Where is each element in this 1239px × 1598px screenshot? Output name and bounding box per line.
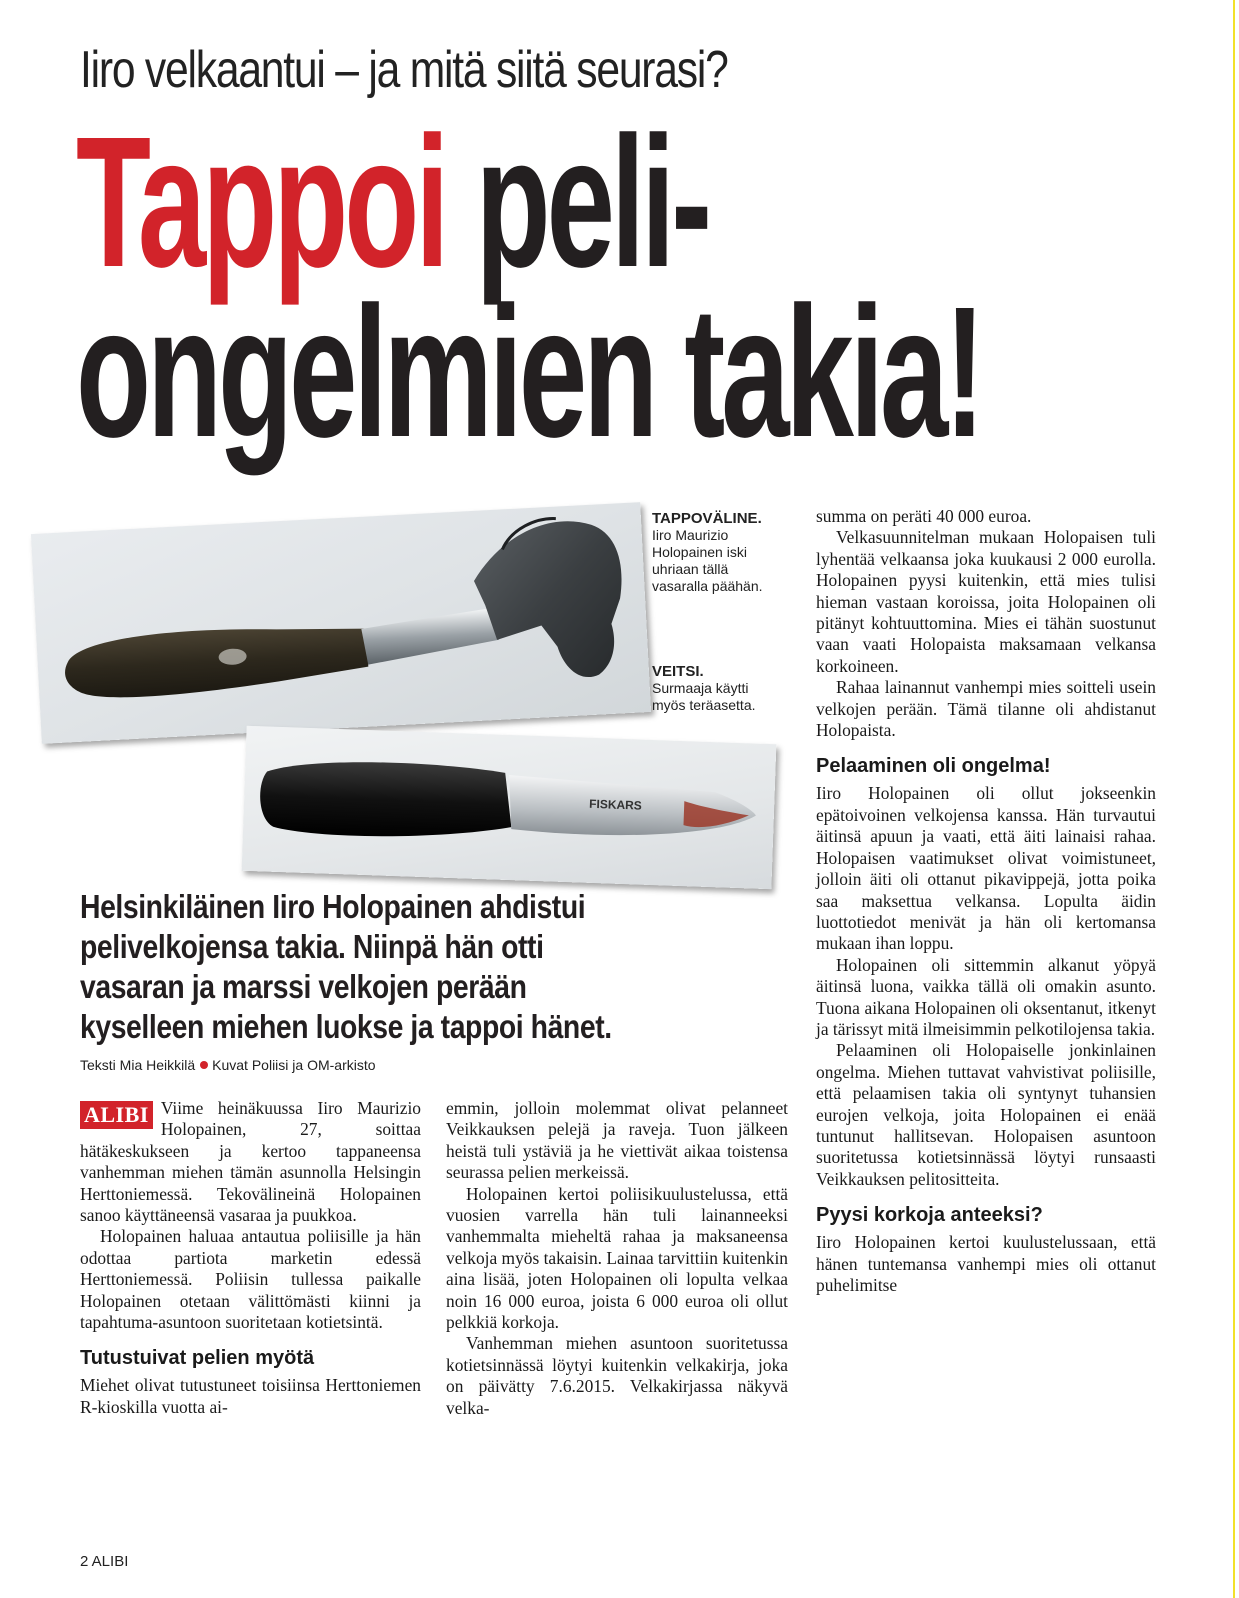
knife-brand: FISKARS [588, 796, 643, 813]
kicker: Iiro velkaantui – ja mitä siitä seurasi? [80, 41, 728, 99]
headline [76, 99, 982, 476]
byline [80, 1057, 376, 1073]
article-column-2 [446, 1098, 788, 1419]
knife-caption-title: VEITSI. [652, 663, 704, 680]
paragraph: Rahaa lainannut vanhempi mies soitteli usein velkojen perään. Tämä tilanne oli ahdistanut Holopaista. [816, 677, 1156, 741]
paragraph: Miehet olivat tutustuneet toisiinsa Herttoniemen R-kioskilla vuotta ai- [80, 1375, 421, 1417]
hammer-caption [652, 510, 797, 595]
paragraph: Velkasuunnitelman mukaan Holopaisen tuli lyhentää velkaansa joka kuukausi 2 000 eurolla. Holopainen pyysi kuitenkin, että mies tulisi hieman vastaan koroissa, joita Holopainen oli pitänyt kohtuuttomina. Mies ei tähän suostunut vaan vaati Holopaista maksamaan velkansa korkoineen. [816, 527, 1156, 676]
hammer-caption-line: Iiro Maurizio [652, 527, 729, 543]
page-edge-marker [1233, 0, 1235, 1598]
paragraph: Iiro Holopainen kertoi kuulustelussaan, että hänen tuntemansa vanhempi mies oli ottanut puhelimitse [816, 1232, 1156, 1295]
paragraph: Vanhemman miehen asuntoon suoritetussa kotietsinnässä löytyi kuitenkin velkakirja, joka on päivätty 7.6.2015. Velkakirjassa näkyvä velka- [446, 1333, 788, 1418]
paragraph: summa on peräti 40 000 euroa. [816, 506, 1032, 526]
knife-caption [652, 663, 797, 714]
lead-line: vasaran ja marssi velkojen perään [80, 968, 527, 1005]
subheading: Pyysi korkoja anteeksi? [816, 1204, 1043, 1227]
hammer-caption-line: uhriaan tällä [652, 561, 729, 577]
paragraph: Holopainen kertoi poliisikuulustelussa, että vuosien varrella hän tuli lainanneeksi vanhemmalta mieheltä rahaa ja maksaneensa velkoja myös takaisin. Lainaa tarvittiin kuitenkin aina lisää, joten Holopainen oli lopulta velkaa noin 16 000 euroa, joista 6 000 euroa oli ollut pelkkiä korkoja. [446, 1183, 788, 1333]
byline-author: Teksti Mia Heikkilä [80, 1057, 196, 1073]
hammer-caption-line: vasaralla päähän. [652, 578, 763, 594]
lead-line: Helsinkiläinen Iiro Holopainen ahdistui [80, 888, 586, 925]
knife-caption-line: myös teräasetta. [652, 697, 756, 713]
subheading: Tutustuivat pelien myötä [80, 1347, 315, 1370]
paragraph: Iiro Holopainen oli ollut jokseenkin epätoivoinen velkojensa kanssa. Hän turvautui äitinsä apuun ja vaati, että äiti lainaisi rahaa. Holopaisen vaatimukset olivat voimistuneet, jolloin äiti oli ottanut pikavippejä, jotta poika saa maksettua velkansa. Lopulta äidin luottotiedot menivät ja hän oli kertomansa mukaan ihan loppu. [816, 783, 1156, 954]
article-column-3 [816, 506, 1156, 1296]
page-footer: 2 ALIBI [80, 1553, 129, 1570]
subheading: Pelaaminen oli ongelma! [816, 755, 1051, 778]
byline-photos: Kuvat Poliisi ja OM-arkisto [212, 1057, 376, 1073]
paragraph-text: Viime heinäkuussa Iiro Maurizio Holopainen, 27, soittaa hätäkeskukseen ja kertoo tappaneensa vanhemman miehen tämän asunnolla Helsingin Herttoniemessä. Tekovälineinä Holopainen sanoo käyttäneensä vasaraa ja puukkoa. [80, 1098, 421, 1226]
hammer-caption-title: TAPPOVÄLINE. [652, 510, 762, 527]
alibi-logo: ALIBI [80, 1101, 153, 1129]
headline-line2: ongelmien takia! [76, 269, 982, 476]
headline-red-word: Tappoi [76, 99, 446, 306]
headline-line1-rest: peli- [445, 99, 709, 306]
knife-caption-line: Surmaaja käytti [652, 680, 749, 696]
paragraph: Holopainen haluaa antautua poliisille ja hän odottaa partiota marketin edessä Herttoniemessä. Poliisin tullessa paikalle Holopainen otetaan välittömästi kiinni ja tapahtuma-asuntoon suoritetaan kotietsintä. [80, 1226, 421, 1333]
paragraph: Pelaaminen oli Holopaiselle jonkinlainen ongelma. Miehen tuttavat vahvistivat poliisille, että pelaamisen takia oli syntynyt tuhansien eurojen velkoja, joita Holopainen ei enää tuntunut hallitsevan. Holopaisen asuntoon suoritetussa kotietsinnässä löytyi runsaasti Veikkauksen pelitositteita. [816, 1040, 1156, 1189]
lead-line: kyselleen miehen luokse ja tappoi hänet. [80, 1008, 612, 1045]
lead-line: pelivelkojensa takia. Niinpä hän otti [80, 928, 544, 965]
byline-dot [200, 1061, 208, 1069]
paragraph: emmin, jolloin molemmat olivat pelanneet Veikkauksen pelejä ja raveja. Tuon jälkeen heistä tuli ystäviä ja he viettivät aikaa toistensa seurassa pelien merkeissä. [446, 1098, 788, 1183]
knife-illustration [242, 726, 777, 889]
lead-paragraph [80, 887, 612, 1047]
article-column-1 [80, 1098, 421, 1418]
knife-photo [242, 726, 777, 889]
paragraph [80, 1098, 421, 1226]
hammer-photo [31, 502, 651, 744]
paragraph: Holopainen oli sittemmin alkanut yöpyä äitinsä luona, vaikka tällä oli omakin asunto. Tuona aikana Holopainen oli oksentanut, itkenyt ja tärissyt mitä ilmeisimmin pelkotilojensa takia. [816, 954, 1156, 1039]
hammer-caption-line: Holopainen iski [652, 544, 747, 560]
hammer-illustration [31, 502, 651, 744]
